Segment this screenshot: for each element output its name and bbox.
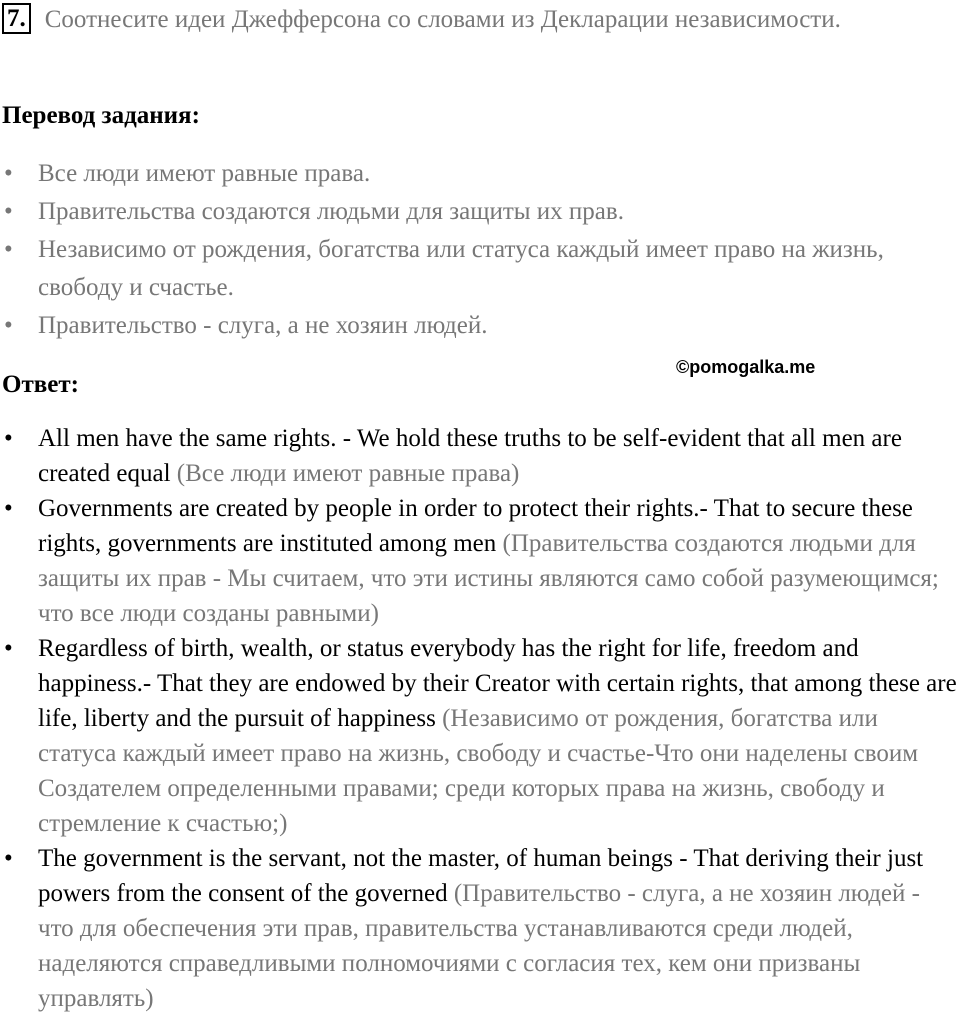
task-statement (2, 0, 952, 39)
answer-english: Regardless of birth, wealth, or status everybody has the right for life, freedom and happiness.- That they are endowed by their Creator with certain rights, that among these are life, liberty and the pursuit of happiness (38, 635, 957, 732)
translation-item: • Все люди имеют равные права. (0, 155, 945, 193)
answer-english: Governments are created by people in order to protect their rights.- That to secure these rights, governments are instituted among men (38, 495, 913, 557)
answer-russian: (Правительство - слуга, а не хозяин людей - что для обеспечения эти прав, правительства устанавливаются среди людей, наделяются справедливыми полномочиями с согласия тех, кем они призваны управлять) (38, 880, 920, 1012)
translation-heading: Перевод задания: (2, 102, 200, 129)
translation-list (0, 155, 945, 345)
answer-english: The government is the servant, not the master, of human beings - That deriving their just powers from the consent of the governed (38, 845, 924, 907)
translation-item: • Правительство - слуга, а не хозяин людей. (0, 307, 945, 345)
answer-english: All men have the same rights. - We hold these truths to be self-evident that all men are created equal (38, 425, 902, 487)
watermark: ©pomogalka.me (676, 357, 816, 377)
answer-item (0, 421, 960, 491)
task-text: Соотнесите идеи Джефферсона со словами из Декларации независимости. (44, 6, 841, 33)
answer-russian: (Независимо от рождения, богатства или статуса каждый имеет право на жизнь, свободу и счастье-Что они наделены своим Создателем определенными правами; среди которых права на жизнь, свободу и стремление к счастью;) (38, 705, 919, 837)
task-number: 7. (2, 3, 31, 34)
answer-russian: (Правительства создаются людьми для защиты их прав - Мы считаем, что эти истины являются само собой разумеющимся; что все люди созданы равными) (38, 530, 939, 627)
answer-list (0, 421, 960, 1016)
answer-russian: (Все люди имеют равные права) (176, 460, 520, 487)
answer-item (0, 491, 960, 631)
answer-item (0, 631, 960, 841)
translation-item: • Правительства создаются людьми для защиты их прав. (0, 193, 945, 231)
translation-item: • Независимо от рождения, богатства или статуса каждый имеет право на жизнь, свободу и счастье. (0, 231, 945, 307)
answer-heading: Ответ: (2, 371, 79, 398)
answer-item (0, 841, 960, 1016)
